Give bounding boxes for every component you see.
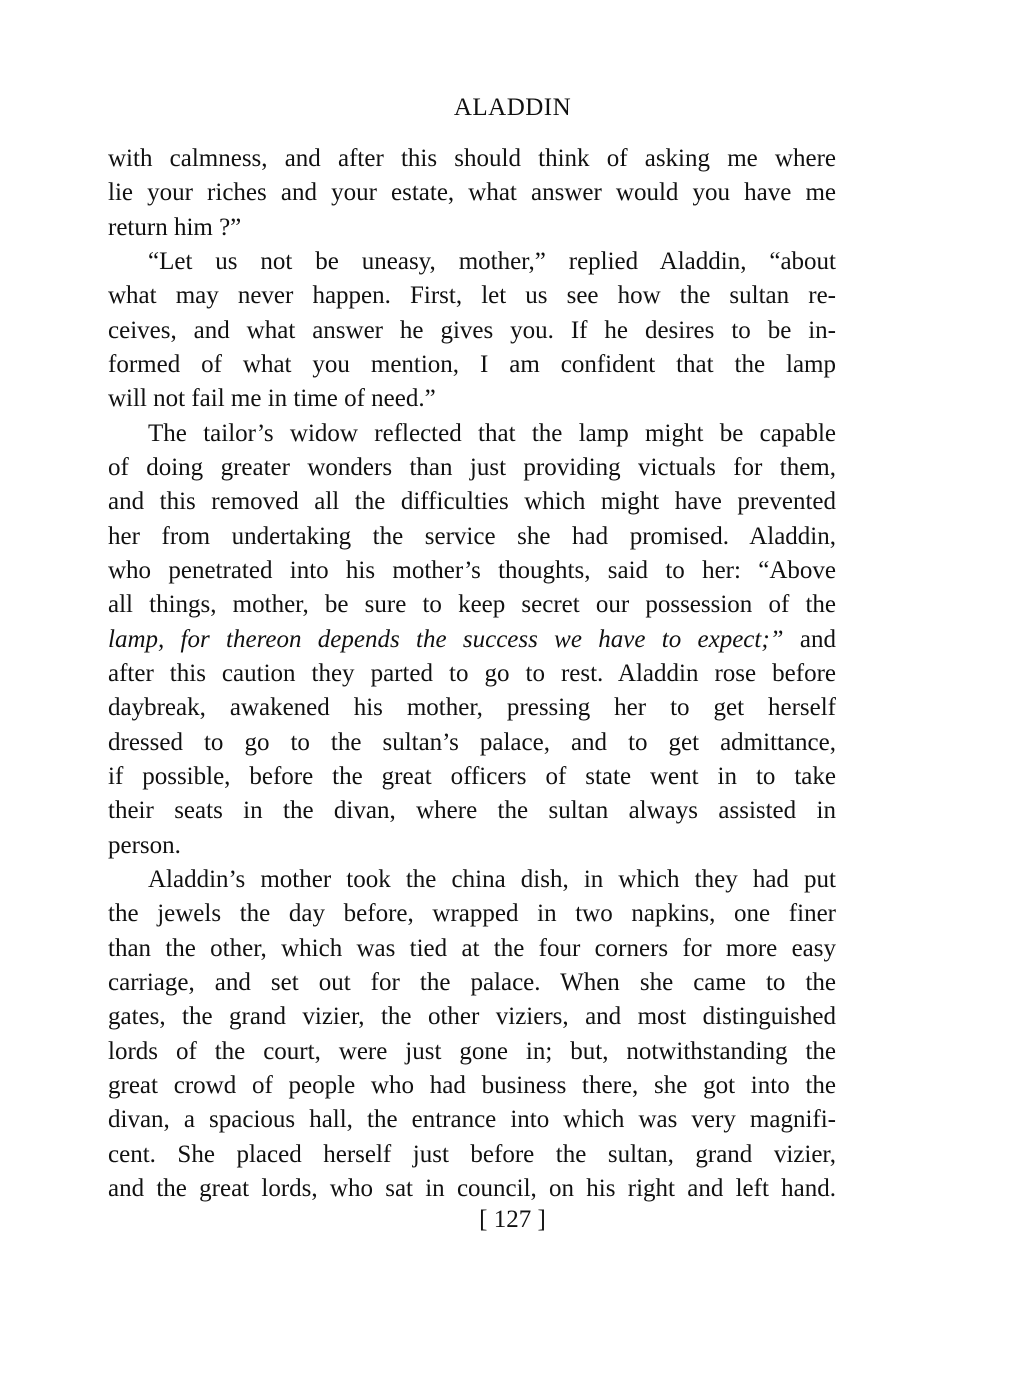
text-line-content: and — [783, 625, 836, 653]
text-line — [108, 657, 836, 691]
text-line-content: and the great lords, who sat in council, on his right and left hand. — [108, 1174, 836, 1202]
text-line-content: return him ?” — [108, 213, 242, 241]
text-line-content: with calmness, and after this should think of asking me where — [108, 145, 836, 172]
text-line — [108, 348, 836, 382]
text-line — [108, 1138, 836, 1172]
text-line — [108, 279, 836, 313]
text-line — [108, 554, 836, 588]
text-line-content: lie your riches and your estate, what answer would you have me — [108, 179, 836, 207]
text-line-content: will not fail me in time of need.” — [108, 385, 436, 413]
text-line-content: “Let us not be uneasy, mother,” replied Aladdin, “about — [148, 247, 836, 275]
text-line — [108, 1069, 836, 1103]
text-line — [108, 932, 836, 966]
text-line-content: cent. She placed herself just before the sultan, grand vizier, — [108, 1140, 836, 1168]
text-line-content: great crowd of people who had business there, she got into the — [108, 1071, 836, 1099]
text-line — [108, 211, 836, 245]
text-line-content: all things, mother, be sure to keep secret our possession of the — [108, 591, 836, 619]
text-line-content: and this removed all the difficulties which might have prevented — [108, 488, 836, 516]
text-line-content: after this caution they parted to go to rest. Aladdin rose before — [108, 659, 836, 687]
text-line — [108, 485, 836, 519]
text-line — [108, 726, 836, 760]
text-line-content: gates, the grand vizier, the other viziers, and most distinguished — [108, 1003, 836, 1031]
text-line — [108, 760, 836, 794]
text-line — [108, 520, 836, 554]
text-line — [108, 1000, 836, 1034]
text-line — [108, 829, 836, 863]
text-line — [108, 691, 836, 725]
text-line-content: than the other, which was tied at the four corners for more easy — [108, 934, 836, 962]
text-line-content: The tailor’s widow reflected that the lamp might be capable — [148, 419, 836, 447]
text-line-content: what may never happen. First, let us see how the sultan re- — [108, 282, 836, 310]
text-line-content: formed of what you mention, I am confident that the lamp — [108, 350, 836, 378]
running-header: ALADDIN — [453, 94, 572, 121]
text-line — [108, 588, 836, 622]
page-number: [ 127 ] — [479, 1206, 546, 1233]
text-line — [108, 1103, 836, 1137]
text-line-content: person. — [108, 831, 181, 859]
text-line-content: lamp, for thereon depends the success we have to expect;” — [108, 625, 784, 653]
text-line — [108, 417, 836, 451]
text-line-content: dressed to go to the sultan’s palace, and to get admittance, — [108, 728, 836, 756]
text-line-content: divan, a spacious hall, the entrance into which was very magnifi- — [108, 1106, 836, 1134]
text-line — [108, 245, 836, 279]
text-line-content: carriage, and set out for the palace. When she came to the — [108, 968, 836, 996]
text-line-content: her from undertaking the service she had promised. Aladdin, — [108, 522, 836, 550]
text-line — [108, 897, 836, 931]
text-line — [108, 314, 836, 348]
body-text — [108, 142, 836, 1206]
text-line — [108, 176, 836, 210]
text-line-content: daybreak, awakened his mother, pressing her to get herself — [108, 694, 836, 722]
text-line — [108, 966, 836, 1000]
text-line-content: ceives, and what answer he gives you. If he desires to be in- — [108, 316, 836, 344]
text-line-content: the jewels the day before, wrapped in two napkins, one finer — [108, 900, 836, 928]
text-line-content: Aladdin’s mother took the china dish, in which they had put — [148, 865, 836, 893]
text-line-content: lords of the court, were just gone in; but, notwithstanding the — [108, 1037, 836, 1065]
text-line — [108, 794, 836, 828]
text-line — [108, 1172, 836, 1206]
text-line — [108, 1035, 836, 1069]
text-line — [108, 863, 836, 897]
text-line — [108, 142, 836, 176]
text-line — [108, 382, 836, 416]
text-line-content: if possible, before the great officers of state went in to take — [108, 762, 836, 790]
text-line — [108, 451, 836, 485]
text-line-content: their seats in the divan, where the sultan always assisted in — [108, 797, 836, 825]
text-line-content: who penetrated into his mother’s thoughts, said to her: “Above — [108, 556, 836, 584]
text-line — [108, 623, 836, 657]
text-line-content: of doing greater wonders than just providing victuals for them, — [108, 453, 836, 481]
